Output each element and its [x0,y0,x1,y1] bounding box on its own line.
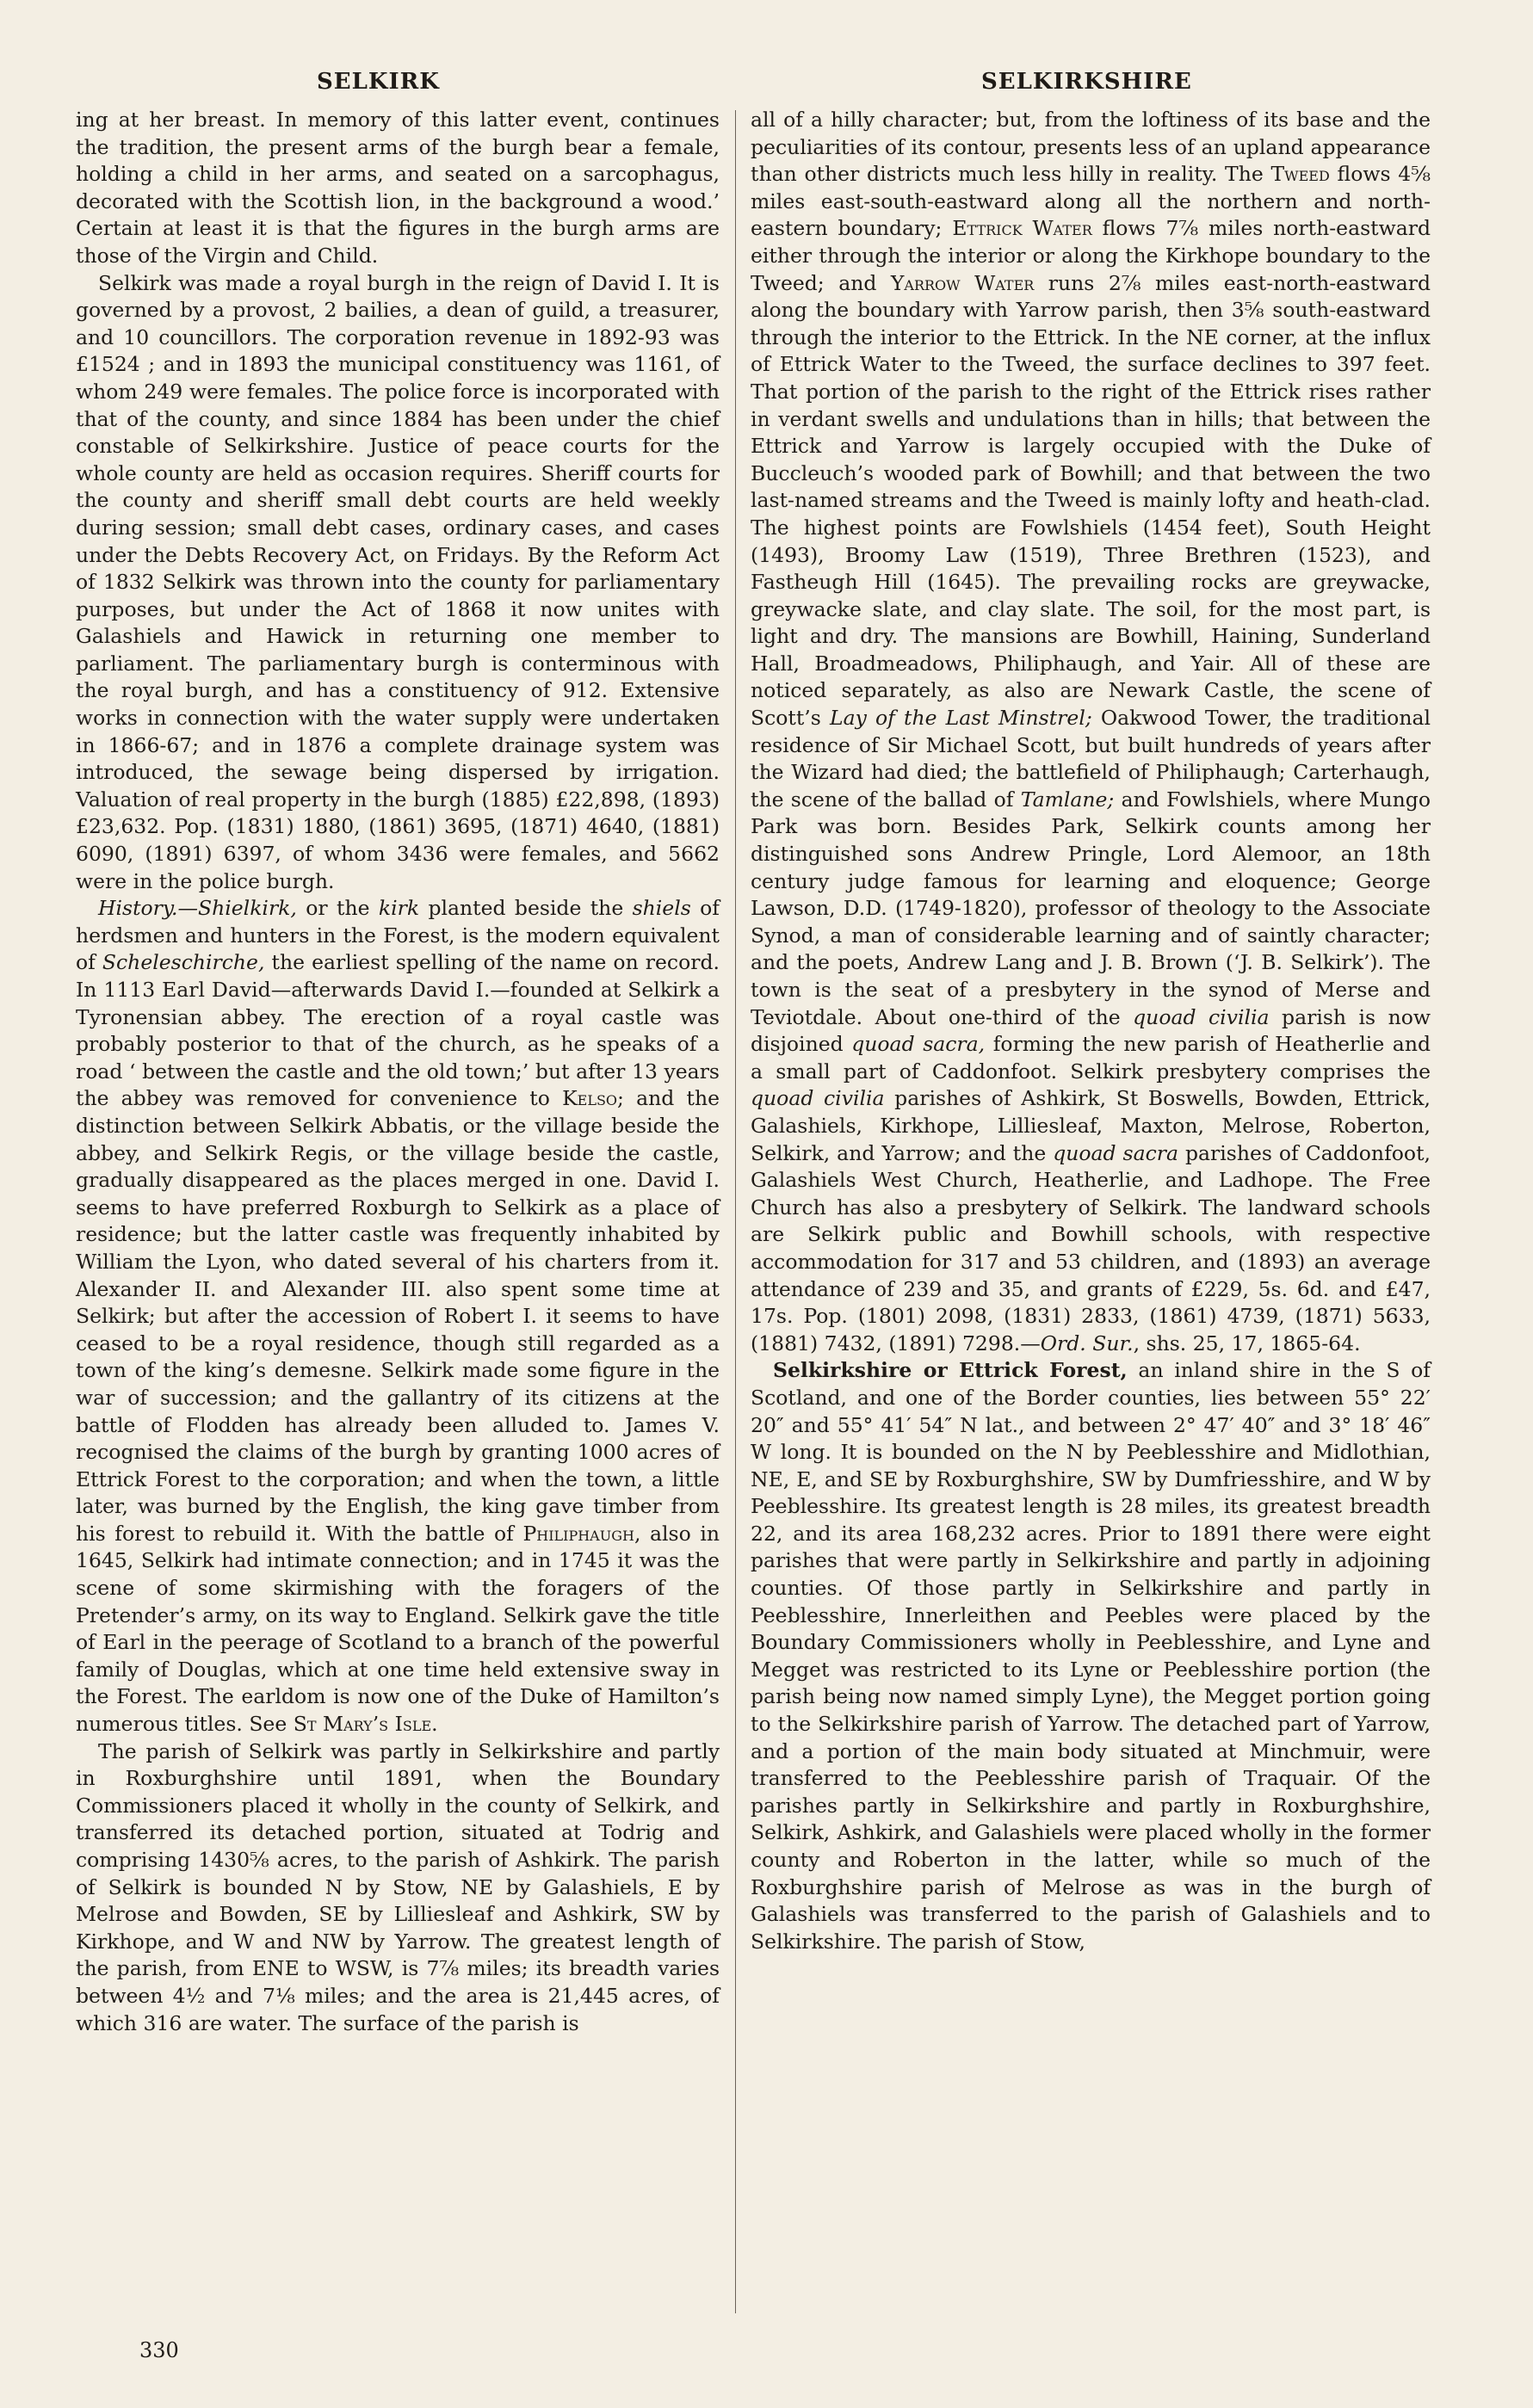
paragraph-history [76,895,720,1738]
body-text: and Fowlshiels, where Mungo Park was born. Besides Park, Selkirk counts among her distinguished sons Andrew Pringle, Lord Alemoor, an 18th century judge famous for learning and eloquence; George Lawson, D.D. (1749-1820), professor of theology to the Associate Synod, a man of considerable learning and of saintly character; and the poets, Andrew Lang and J. B. Brown (‘J. B. Selkirk’). The town is the seat of a presbytery in the synod of Merse and Teviotdale. About one-third of the [751,787,1431,1029]
tamlane-title: Tamlane; [1020,787,1115,812]
paragraph-surface [751,107,1431,1357]
running-head-right: SELKIRKSHIRE [981,69,1192,95]
kirk-term: kirk [378,896,420,921]
scheleschirche-term: Scheleschirche, [102,950,265,975]
page-number: 330 [139,2338,179,2362]
philiphaugh-reference: Philiphaugh [522,1521,634,1546]
history-text: the earliest spelling of the name on record. In 1113 Earl David—afterwards David I.—founded at Selkirk a Tyronensian abbey. The erection of a royal castle was probably posterior to that of the church, as he speaks of a road ‘ between the castle and the old town;’ but after 13 years the abbey was removed for convenience to [76,950,720,1111]
history-text: or the [296,896,379,921]
history-label: History.—Shielkirk, [98,896,297,921]
body-text: all of a hilly character; but, from the loftiness of its base and the peculiarities of its contour, presents less of an upland appearance than other districts much less hilly in reality. The [751,108,1431,187]
right-column [751,107,1431,1955]
quoad-civilia-term: quoad civilia [751,1086,885,1111]
entry-heading-selkirkshire: Selkirkshire or Ettrick Forest, [773,1358,1128,1383]
kelso-reference: Kelso [562,1086,618,1111]
body-text: , shs. 25, 17, 1865-64. [1133,1331,1361,1355]
body-text: an inland shire in the S of Scotland, and one of the Border counties, lies between 55° 22′ 20″ and 55° 41′ 54″ N lat., and between 2° 47′ 40″ and 3° 18′ 46″ W long. It is bounded on the N by Peeblesshire and Midlothian, NE, E, and SE by Roxburghshire, SW by Dumfriesshire, and W by Peeblesshire. Its greatest length is 28 miles, its greatest breadth 22, and its area 168,232 acres. Prior to 1891 there were eight parishes that were partly in Selkirkshire and partly in adjoining counties. Of those partly in Selkirkshire and partly in Peeblesshire, Innerleithen and Peebles were placed by the Boundary Commissioners wholly in Peeblesshire, and Lyne and Megget was restricted to its Lyne or Peeblesshire portion (the parish being now named simply Lyne), the Megget portion going to the Selkirkshire parish of Yarrow. The detached part of Yarrow, and a portion of the main body situated at Minchmuir, were transferred to the Peeblesshire parish of Traquair. Of the parishes partly in Selkirkshire and partly in Roxburghshire, Selkirk, Ashkirk, and Galashiels were placed wholly in the former county and Roberton in the latter, while so much of the Roxburghshire parish of Melrose as was in the burgh of Galashiels was transferred to the parish of Galashiels and to Selkirkshire. The parish of Stow, [751,1358,1431,1954]
quoad-sacra-term: quoad sacra, [851,1032,986,1057]
paragraph-selkirkshire [751,1357,1431,1955]
quoad-civilia-term: quoad civilia [1133,1004,1270,1029]
yarrow-water-reference: Yarrow Water [890,270,1035,295]
history-text: . [431,1712,438,1737]
body-text: flows 4⅝ miles east-south-eastward along all the northern and north-eastern boundary; [751,162,1431,241]
body-text: Oakwood Tower, the traditional residence of Sir Michael Scott, but built hundreds of years after the Wizard had died; the battlefield of Philiphaugh; Carterhaugh, the scene of the ballad of [751,706,1431,812]
history-text: of herdsmen and hunters in the Forest, is the modern equivalent of [76,896,720,975]
body-text: flows 7⅞ miles north-eastward either through the interior or along the Kirkhope boundary to the Tweed; and [751,216,1431,295]
ettrick-water-reference: Ettrick Water [952,216,1092,241]
body-text: forming the new parish of Heatherlie and a small part of Caddonfoot. Selkirk presbytery comprises the [751,1032,1431,1084]
ordnance-survey-ref: Ord. Sur. [1040,1331,1134,1355]
running-head-left: SELKIRK [317,69,440,95]
st-marys-isle-reference: St Mary’s Isle [293,1712,432,1737]
shiels-term: shiels [632,896,691,921]
paragraph-arms: ing at her breast. In memory of this latter event, continues the tradition, the present arms of the burgh bear a female, holding a child in her arms, and seated on a sarcophagus, decorated with the Scottish lion, in the background a wood.’ Certain at least it is that the figures in the burgh arms are those of the Virgin and Child. [76,108,720,268]
paragraph-parish: The parish of Selkirk was partly in Selkirkshire and partly in Roxburghshire until 1891, when the Boundary Commissioners placed it wholly in the county of Selkirk, and transferred its detached portion, situated at Todrig and comprising 1430⅝ acres, to the parish of Ashkirk. The parish of Selkirk is bounded N by Stow, NE by Galashiels, E by Melrose and Bowden, SE by Lilliesleaf and Ashkirk, SW by Kirkhope, and W and NW by Yarrow. The greatest length of the parish, from ENE to WSW, is 7⅞ miles; its breadth varies between 4½ and 7⅛ miles; and the area is 21,445 acres, of which 316 are water. The surface of the parish is [76,1738,720,2035]
body-text: parish is now disjoined [751,1004,1431,1057]
body-text: parishes of Ashkirk, St Boswells, Bowden, Ettrick, Galashiels, Kirkhope, Lilliesleaf, Maxton, Melrose, Roberton, Selkirk, and Yarrow; and the [751,1086,1431,1165]
left-column [76,107,720,2037]
tweed-reference: Tweed [1270,162,1330,187]
history-text: planted beside the [419,896,633,921]
paragraph-burgh: Selkirk was made a royal burgh in the reign of David I. It is governed by a provost, 2 bailies, a dean of guild, a treasurer, and 10 councillors. The corporation revenue in 1892-93 was £1524 ; and in 1893 the municipal constituency was 1161, of whom 249 were females. The police force is incorporated with that of the county, and since 1884 has been under the chief constable of Selkirkshire. Justice of peace courts for the whole county are held as occasion requires. Sheriff courts for the county and sheriff small debt courts are held weekly during session; small debt cases, ordinary cases, and cases under the Debts Recovery Act, on Fridays. By the Reform Act of 1832 Selkirk was thrown into the county for parliamentary purposes, but under the Act of 1868 it now unites with Galashiels and Hawick in returning one member to parliament. The parliamentary burgh is conterminous with the royal burgh, and has a constituency of 912. Extensive works in connection with the water supply were undertaken in 1866-67; and in 1876 a complete drainage system was introduced, the sewage being dispersed by irrigation. Valuation of real property in the burgh (1885) £22,898, (1893) £23,632. Pop. (1831) 1880, (1861) 3695, (1871) 4640, (1881) 6090, (1891) 6397, of whom 3436 were females, and 5662 were in the police burgh. [76,270,720,893]
quoad-sacra-term: quoad sacra [1053,1140,1179,1165]
column-rule [735,110,736,2313]
lay-title: Lay of the Last Minstrel; [829,706,1092,731]
body-text: parishes of Caddonfoot, Galashiels West Church, Heatherlie, and Ladhope. The Free Church has also a presbytery of Selkirk. The landward schools are Selkirk public and Bowhill schools, with respective accommodation for 317 and 53 children, and (1893) an average attendance of 239 and 35, and grants of £229, 5s. 6d. and £47, 17s. Pop. (1801) 2098, (1831) 2833, (1861) 4739, (1871) 5633, (1881) 7432, (1891) 7298.— [751,1140,1431,1355]
history-text: ; and the distinction between Selkirk Abbatis, or the village beside the abbey, and Selkirk Regis, or the village beside the castle, gradually disappeared as the places merged in one. David I. seems to have preferred Roxburgh to Selkirk as a place of residence; but the latter castle was frequently inhabited by William the Lyon, who dated several of his charters from it. Alexander II. and Alexander III. also spent some time at Selkirk; but after the accession of Robert I. it seems to have ceased to be a royal residence, though still regarded as a town of the king’s demesne. Selkirk made some figure in the war of succession; and the gallantry of its citizens at the battle of Flodden has already been alluded to. James V. recognised the claims of the burgh by granting 1000 acres of Ettrick Forest to the corporation; and when the town, a little later, was burned by the English, the king gave timber from his forest to rebuild it. With the battle of [76,1086,720,1546]
body-text: runs 2⅞ miles east-north-eastward along the boundary with Yarrow parish, then 3⅝ south-eastward through the interior to the Ettrick. In the NE corner, at the influx of Ettrick Water to the Tweed, the surface declines to 397 feet. That portion of the parish to the right of the Ettrick rises rather in verdant swells and undulations than in hills; that between the Ettrick and Yarrow is largely occupied with the Duke of Buccleuch’s wooded park of Bowhill; and that between the two last-named streams and the Tweed is mainly lofty and heath-clad. The highest points are Fowlshiels (1454 feet), South Height (1493), Broomy Law (1519), Three Brethren (1523), and Fastheugh Hill (1645). The prevailing rocks are greywacke, greywacke slate, and clay slate. The soil, for the most part, is light and dry. The mansions are Bowhill, Haining, Sunderland Hall, Broadmeadows, Philiphaugh, and Yair. All of these are noticed separately, as also are Newark Castle, the scene of Scott’s [751,270,1431,731]
history-text: , also in 1645, Selkirk had intimate connection; and in 1745 it was the scene of some skirmishing with the foragers of the Pretender’s army, on its way to England. Selkirk gave the title of Earl in the peerage of Scotland to a branch of the powerful family of Douglas, which at one time held extensive sway in the Forest. The earldom is now one of the Duke of Hamilton’s numerous titles. See [76,1521,720,1737]
